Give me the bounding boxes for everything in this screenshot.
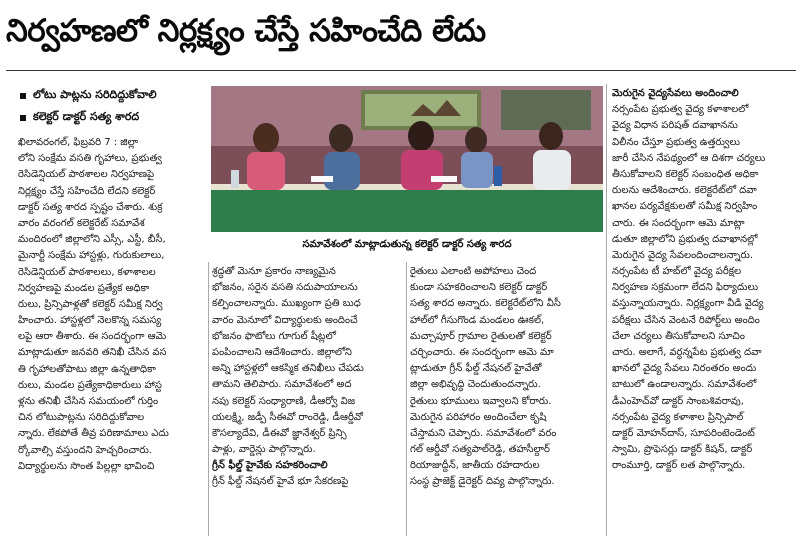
text-line: చేలా చర్యలు తీసుకోవాలని సూచిం [612, 330, 745, 342]
subheading: గ్రీన్ ఫీల్డ్ హైవేకు సహకరించాలి [212, 460, 328, 472]
text-line: కల్పించాలన్నారు. ముఖ్యంగా ప్రతి బుధ [212, 298, 361, 310]
text-line: నిర్లక్ష్యం చేస్తే సహించేది లేదని కలెక్టర్ [18, 185, 156, 197]
text-line: డాక్టర్ మోహన్‌దాస్, సూపరింటెండెంట్ [612, 427, 755, 439]
column-divider [406, 262, 407, 536]
bullet-text: కలెక్టర్ డాక్టర్ సత్య శారద [33, 110, 140, 123]
text-line: భోజనం, సరైన వసతి సదుపాయాలను [212, 282, 358, 294]
text-line: చిన లోటుపాట్లను సరిదిద్దుకోవాల [18, 412, 145, 424]
text-line: బాటులో ఉండాలన్నారు. సమావేశంలో [612, 379, 757, 391]
article-column-1 [18, 135, 208, 535]
text-line: గ్రీన్ ఫీల్డ్ నేషనల్ హైవే భూ సేకరణపై [212, 476, 349, 488]
text-line: లపై ఆరా తీశారు. ఈ సందర్భంగా ఆమె [18, 331, 167, 343]
text-line: రులు, మండల ప్రత్యేకాధికారులు హాస్ట [18, 379, 162, 391]
text-line: జిల్లా అభివృద్ధి చెందుతుందన్నారు. [410, 379, 541, 391]
text-line: న్నారు. లేకపోతే తీవ్ర పరిణామాలు ఎదు [18, 428, 169, 440]
text-line: రైతులు భూములు ఇవ్వాలని కోరారు. [410, 395, 552, 407]
text-line: నర్సంపేట టీ హబ్‌లో వైద్య పరీక్షల [612, 266, 742, 278]
text-line: చారు. ఈ సందర్భంగా ఆమె మాట్లా [612, 217, 745, 229]
text-line: విలీనం చేస్తూ ప్రభుత్వ ఉత్తర్వులు [612, 136, 740, 148]
text-line: తామని తెలిపారు. సమావేశంలో అద [212, 379, 352, 391]
text-line: యలక్ష్మి, జడ్పీ సీఈవో రాంరెడ్డి, డీఆర్డీవో [212, 411, 363, 423]
text-line: జారీ చేసిన నేపథ్యంలో ఆ దిశగా చర్యలు [612, 152, 766, 164]
text-line: వారం మెనూలో విద్యార్థులకు అందించే [212, 314, 358, 326]
text-line: హించారు. హాస్టళ్లలో నెలకొన్న సమస్య [18, 315, 162, 327]
text-line: తీసుకోవాలని కలెక్టర్ సంబంధిత అధికా [612, 168, 759, 180]
text-line: సంస్థ ప్రాజెక్ట్ డైరెక్టర్ దివ్య పాల్గొన్నారు. [410, 476, 555, 488]
text-line: రైతులు ఎలాంటి అపోహలు చెంద [410, 266, 537, 277]
bullet-item [20, 88, 206, 104]
text-line: సత్య శారద అన్నారు. కలెక్టరేట్‌లోని వీసీ [410, 298, 561, 310]
text-line: నర్సంపేట వైద్య కళాశాల ప్రిన్సిపాల్ [612, 411, 744, 423]
text-line: ళ్లను తనిఖీ చేసిన సమయంలో గుర్తిం [18, 396, 159, 407]
text-line: వస్తున్నాయన్నారు. నిర్లక్ష్యంగా వీడి వైద్య [612, 298, 764, 310]
text-line: మందిరంలో జిల్లాలోని ఎస్సీ, ఎస్టీ, బీసీ, [18, 234, 166, 246]
text-line: మెరుగైన వైద్య సేవలందించాలన్నారు. [612, 249, 754, 261]
text-line: వారం వరంగల్ కలెక్టరేట్ సమావేశ [18, 217, 145, 229]
text-line: మచ్చాపూర్ గ్రామాల రైతులతో కలెక్టర్ [410, 330, 552, 342]
column-divider [208, 262, 209, 536]
text-line: రాంమూర్తి, డాక్టర్ లత పాల్గొన్నారు. [612, 460, 746, 472]
text-line: పంపించాలని ఆదేశించారు. జిల్లాలోని [212, 346, 352, 358]
photo-caption: సమావేశంలో మాట్లాడుతున్న కలెక్టర్ డాక్టర్ సత్య శారద [302, 239, 512, 250]
text-line: గల్ ఆర్డీవో సత్యపాల్‌రెడ్డి, తహసీల్దార్ [410, 444, 550, 456]
text-line: డీఎంహెచ్‌వో డాక్టర్ సాంబశివరావు, [612, 395, 744, 407]
headline: నిర్వహణలో నిర్లక్ష్యం చేస్తే సహించేది లేదు [6, 12, 486, 49]
text-line: లోని సంక్షేమ వసతి గృహాలు, ప్రభుత్వ [18, 153, 162, 165]
text-line: రెసిడెన్షియల్ పాఠశాలల నిర్వహణపై [18, 169, 155, 181]
text-line: పాళ్లు, వార్డెన్లు పాల్గొన్నారు. [212, 444, 316, 456]
text-line: చారు. అలాగే, వర్ధన్నపేట ప్రభుత్వ దవా [612, 347, 762, 358]
text-line: కౌసల్యాదేవి, డీఈవో జ్ఞానేశ్వర్ ప్రిన్సి [212, 427, 347, 439]
text-line: మెరుగైన పరిహారం అందించేలా కృషి [410, 411, 547, 423]
column-divider [606, 84, 607, 536]
text-line: అన్ని హాస్టళ్లలో ఆకస్మిక తనిఖీలు చేపడు [212, 363, 364, 375]
text-line: శ్రద్ధతో మెనూ ప్రకారం నాణ్యమైన [212, 266, 336, 277]
text-line: రెసిడెన్షియల్ పాఠశాలలు, కళాశాలల [18, 266, 156, 278]
text-line: కుండా సహకరించాలని కలెక్టర్ డాక్టర్ [410, 282, 548, 294]
text-line: రులు, ప్రిన్సిపాళ్లతో కలెక్టర్ సమీక్ష నిర్వ [18, 298, 163, 310]
text-line: మాట్లాడుతూ జనవరి తనిఖీ చేసిన వస [18, 347, 167, 359]
article-column-3 [410, 264, 600, 536]
text-line: ఖిలావరంగల్, ఫిబ్రవరి 7 : జిల్లా [18, 137, 139, 148]
bullet-square-icon [20, 115, 26, 121]
article-column-4 [612, 86, 796, 536]
text-line: రులను ఆదేశించారు. కలెక్టరేట్‌లో దవా [612, 185, 757, 197]
text-line: నపు కలెక్టర్ సంధ్యారాణి, డీఆర్వో విజ [212, 395, 356, 407]
text-line: నర్సంపేట ప్రభుత్వ వైద్య కళాశాలలో [612, 104, 749, 116]
text-line: స్వామి, ప్రొఫెసర్లు డాక్టర్ కిషన్, డాక్టర్ [612, 444, 753, 456]
text-line: డుతూ జిల్లాలోని ప్రభుత్వ దవాఖానల్లో [612, 233, 758, 245]
bullet-square-icon [20, 93, 26, 99]
bullet-item [20, 110, 206, 126]
text-line: డాక్టర్ సత్య శారద స్పష్టం చేశారు. శుక్ర [18, 201, 163, 213]
text-line: ట్లాడుతూ గ్రీన్ ఫీల్డ్ నేషనల్ హైవేతో [410, 363, 542, 375]
text-line: విద్యార్థులను సొంత పిల్లల్లా భావించి [18, 460, 155, 472]
text-line: తి గృహాలతోపాటు జిల్లా ఉన్నతాధికా [18, 363, 156, 375]
text-line: పరీక్షలు చేసిన వెంటనే రిపోర్ట్‌లు అందిం [612, 314, 760, 326]
text-line: ఖానల పర్యవేక్షకులతో సమీక్ష నిర్వహిం [612, 201, 758, 213]
text-line: హాల్‌లో గీసుగొండ మండలం ఊకల్, [410, 314, 545, 326]
text-line: భోజనం ఫొటోలు గూగుల్ షీట్లలో [212, 330, 336, 342]
text-line: వైద్య విధాన పరిషత్ దవాఖానను [612, 120, 738, 132]
subheading: మెరుగైన వైద్యసేవలు అందించాలి [612, 88, 739, 99]
article-column-2 [212, 264, 402, 536]
meeting-photo-illustration [211, 86, 603, 232]
text-line: ర్కోవాల్సి వస్తుందని హెచ్చరించారు. [18, 444, 152, 456]
text-line: నిర్వహణ సక్రమంగా లేదని ఫిర్యాదులు [612, 282, 759, 294]
text-line: రియాజుద్దీన్, జాతీయ రహదారుల [410, 460, 540, 472]
text-line: నిర్వహణపై మండల ప్రత్యేక అధికా [18, 282, 150, 294]
bullet-text: లోటు పాట్లను సరిదిద్దుకోవాలి [33, 88, 157, 101]
headline-divider [6, 70, 796, 71]
text-line: చేస్తామని చెప్పారు. సమావేశంలో వరం [410, 427, 557, 439]
text-line: మైనార్టీ సంక్షేమ హాస్టళ్లు, గురుకులాలు, [18, 250, 165, 262]
text-line: చర్చించారు. ఈ సందర్భంగా ఆమె మా [410, 346, 554, 358]
bullet-list [20, 88, 206, 132]
meeting-photo [211, 86, 603, 232]
text-line: ఖానలో వైద్య సేవలు నిరంతరం అందు [612, 363, 757, 375]
